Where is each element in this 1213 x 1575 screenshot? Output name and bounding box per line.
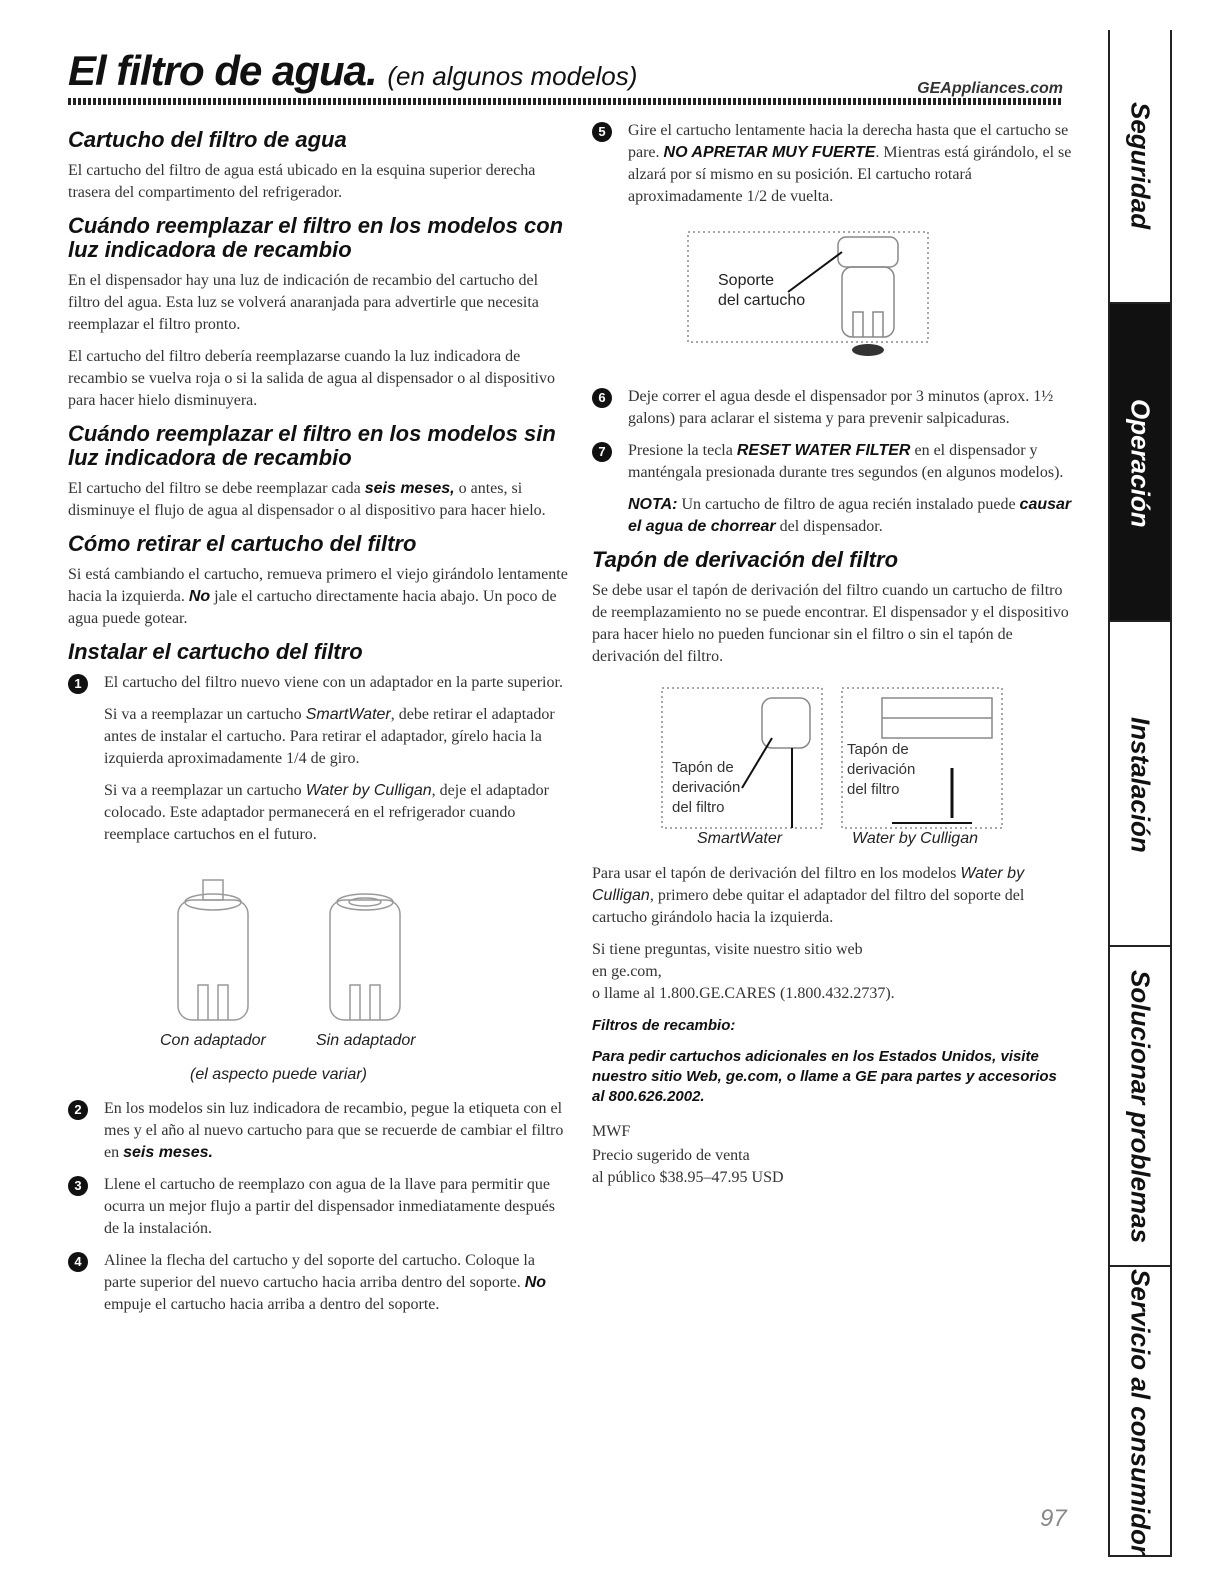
para-luz-2: El cartucho del filtro debería reemplazarse cuando la luz indicadora de recambio se vuelva roja o si la salida de agua al dispensador o al dispositivo para hacer hielo disminuyera. (68, 348, 555, 409)
caption-sin-adaptador: Sin adaptador (316, 1032, 416, 1049)
tab-operacion[interactable] (1110, 302, 1170, 622)
model-mwf: MWF (592, 1123, 631, 1140)
bypass-figure (592, 678, 1072, 853)
text: empuje el cartucho hacia arriba a dentro del soporte. (104, 1296, 440, 1313)
emphasis: causar el agua de chorrear (628, 496, 1072, 535)
emphasis: No (188, 588, 211, 605)
text: . Mientras está girándolo, el se alzará por sí mismo en su posición. El cartucho rotará aproximadamente 1/2 de vuelta. (628, 144, 1072, 205)
nota-label: NOTA: (628, 496, 678, 513)
tab-label: Seguridad (1125, 102, 1156, 230)
page-title (68, 47, 637, 95)
text: Un cartucho de filtro de agua recién instalado puede (677, 496, 1020, 513)
step-number: 1 (68, 674, 88, 694)
text: Alinee la flecha del cartucho y del soporte del cartucho. Coloque la parte superior del nuevo cartucho hacia arriba dentro del soporte. (104, 1252, 535, 1291)
step-2 (68, 1098, 568, 1164)
bypass-label-right (847, 740, 915, 800)
emphasis: RESET WATER FILTER (736, 442, 911, 459)
heading-instalar: Instalar el cartucho del filtro (68, 639, 363, 664)
page-number: 97 (1040, 1505, 1067, 1532)
heading-sin-luz: Cuándo reemplazar el filtro en los modelos sin luz indicadora de recambio (68, 421, 556, 470)
step-6 (592, 386, 1072, 430)
title-subtitle: (en algunos modelos) (387, 61, 638, 91)
step-number: 5 (592, 122, 612, 142)
precio-line-2: al público $38.95–47.95 USD (592, 1169, 784, 1186)
para-sin-luz (68, 478, 568, 522)
step-text (628, 440, 1072, 484)
text: En los modelos sin luz indicadora de recambio, pegue la etiqueta con el mes y el año al nuevo cartucho para que se recuerde de cambiar el filtro en (104, 1100, 564, 1161)
para-luz-1: En el dispensador hay una luz de indicación de recambio del cartucho del filtro del agua. Esta luz se volverá anaranjada para advertirle que necesita reemplazar el filtro pronto. (68, 272, 539, 333)
label-line: derivación (847, 761, 916, 778)
step-number: 7 (592, 442, 612, 462)
tab-seguridad[interactable] (1110, 30, 1170, 302)
tab-servicio-consumidor[interactable] (1110, 1265, 1170, 1557)
step-number: 6 (592, 388, 612, 408)
title-text: El filtro de agua. (68, 47, 377, 94)
label-line: derivación (672, 779, 741, 796)
step-number: 3 (68, 1176, 88, 1196)
tab-label: Instalación (1125, 716, 1156, 853)
step-number: 4 (68, 1252, 88, 1272)
caption-con-adaptador: Con adaptador (160, 1032, 266, 1049)
brand: Water by Culligan (592, 865, 1025, 904)
step-number: 2 (68, 1100, 88, 1120)
left-column (68, 120, 568, 1326)
text: Si va a reemplazar un cartucho (104, 706, 306, 723)
step-1 (68, 672, 568, 694)
tab-label: Servicio al consumidor (1125, 1268, 1156, 1556)
text: Para usar el tapón de derivación del filtro en los modelos (592, 865, 961, 882)
right-column (592, 120, 1072, 1189)
emphasis: No (524, 1274, 547, 1291)
heading-retirar: Cómo retirar el cartucho del filtro (68, 531, 417, 556)
para-ubicacion: El cartucho del filtro de agua está ubicado en la esquina superior derecha trasera del compartimento del refrigerador. (68, 162, 536, 201)
caption-smartwater: SmartWater (697, 830, 783, 847)
text: , debe retirar el adaptador antes de instalar el cartucho. Para retirar el adaptador, gírelo hacia la izquierda aproximadamente 1/4 de giro. (104, 706, 555, 767)
tab-solucionar-problemas[interactable] (1110, 945, 1170, 1267)
para-pedir: Para pedir cartuchos adicionales en los Estados Unidos, visite nuestro sitio Web, ge.com, o llame a GE para partes y accesorios al 800.626.2002. (592, 1048, 1057, 1105)
text: en el dispensador y manténgala presionada durante tres segundos (en algunos modelos). (628, 442, 1064, 481)
para-culligan (68, 780, 568, 846)
text: Si tiene preguntas, visite nuestro sitio web (592, 941, 863, 958)
caption-culligan: Water by Culligan (852, 830, 978, 847)
step-3 (68, 1174, 568, 1240)
step-7 (592, 440, 1072, 484)
step-text (104, 1250, 568, 1316)
tab-label: Solucionar problemas (1125, 970, 1156, 1244)
header-rule (68, 98, 1063, 105)
header-url: GEAppliances.com (917, 80, 1063, 97)
text: del dispensador. (775, 518, 883, 535)
para-smartwater (68, 704, 568, 770)
cartridge-figure (68, 860, 568, 1060)
text: Gire el cartucho lentamente hacia la derecha hasta que el cartucho se pare. (628, 122, 1069, 161)
tab-instalacion[interactable] (1110, 620, 1170, 947)
text: El cartucho del filtro se debe reemplazar cada (68, 480, 365, 497)
step-5 (592, 120, 1072, 208)
label-line: Tapón de (847, 741, 909, 758)
emphasis: NO APRETAR MUY FUERTE (663, 144, 876, 161)
text: en ge.com, (592, 963, 662, 980)
nota (592, 494, 1072, 538)
para-usar-tapon (592, 863, 1072, 929)
para-retirar (68, 564, 568, 630)
text: o llame al 1.800.GE.CARES (1.800.432.2737). (592, 985, 895, 1002)
heading-filtros-recambio: Filtros de recambio: (592, 1017, 736, 1034)
cartridge-illustration (68, 860, 568, 1060)
text: , deje el adaptador colocado. Este adaptador permanecerá en el refrigerador cuando reemplace cartuchos en el futuro. (104, 782, 549, 843)
tab-label: Operación (1125, 398, 1156, 528)
text: jale el cartucho directamente hacia abajo. Un poco de agua puede gotear. (68, 588, 557, 627)
bypass-illustration (592, 678, 1072, 853)
para-preguntas (592, 939, 1072, 1005)
emphasis: seis meses. (123, 1144, 213, 1161)
label-line: del filtro (672, 799, 725, 816)
brand: Water by Culligan (305, 782, 432, 799)
heading-tapon: Tapón de derivación del filtro (592, 547, 899, 572)
heading-con-luz: Cuándo reemplazar el filtro en los modelos con luz indicadora de recambio (68, 213, 564, 262)
step-4 (68, 1250, 568, 1316)
label-del-cartucho: del cartucho (718, 292, 806, 309)
label-line: del filtro (847, 781, 900, 798)
text: o antes, si disminuye el flujo de agua al dispensador o al dispositivo para hacer hielo. (68, 480, 546, 519)
precio-line-1: Precio sugerido de venta (592, 1147, 750, 1164)
emphasis: seis meses, (364, 480, 455, 497)
text: Presione la tecla (628, 442, 737, 459)
bypass-label-left (672, 758, 740, 818)
para-tapon: Se debe usar el tapón de derivación del filtro cuando un cartucho de filtro de reemplazamiento no se puede encontrar. El dispensador y el dispositivo para hacer hielo no pueden funcionar sin el filtro o sin el tapón de derivación del filtro. (592, 582, 1069, 665)
step-text (628, 120, 1072, 208)
side-tabs (1108, 30, 1172, 1557)
text: , primero debe quitar el adaptador del filtro del soporte del cartucho girándolo hacia la izquierda. (592, 887, 1025, 926)
label-line: Tapón de (672, 759, 734, 776)
text: Si va a reemplazar un cartucho (104, 782, 306, 799)
step-text: Llene el cartucho de reemplazo con agua de la llave para permitir que ocurra un mejor flujo a partir del dispensador inmediatamente después de la instalación. (104, 1176, 555, 1237)
label-soporte: Soporte (718, 272, 775, 289)
step-text (104, 1098, 568, 1164)
step-text: El cartucho del filtro nuevo viene con un adaptador en la parte superior. (104, 674, 563, 691)
caption-aspecto: (el aspecto puede variar) (190, 1066, 367, 1083)
step-text: Deje correr el agua desde el dispensador por 3 minutos (aprox. 1½ galons) para aclarar el sistema y para prevenir salpicaduras. (628, 388, 1054, 427)
brand: SmartWater (305, 706, 391, 723)
soporte-figure (628, 222, 1072, 372)
heading-cartucho: Cartucho del filtro de agua (68, 127, 347, 152)
text: Si está cambiando el cartucho, remueva primero el viejo girándolo lentamente hacia la izquierda. (68, 566, 568, 605)
